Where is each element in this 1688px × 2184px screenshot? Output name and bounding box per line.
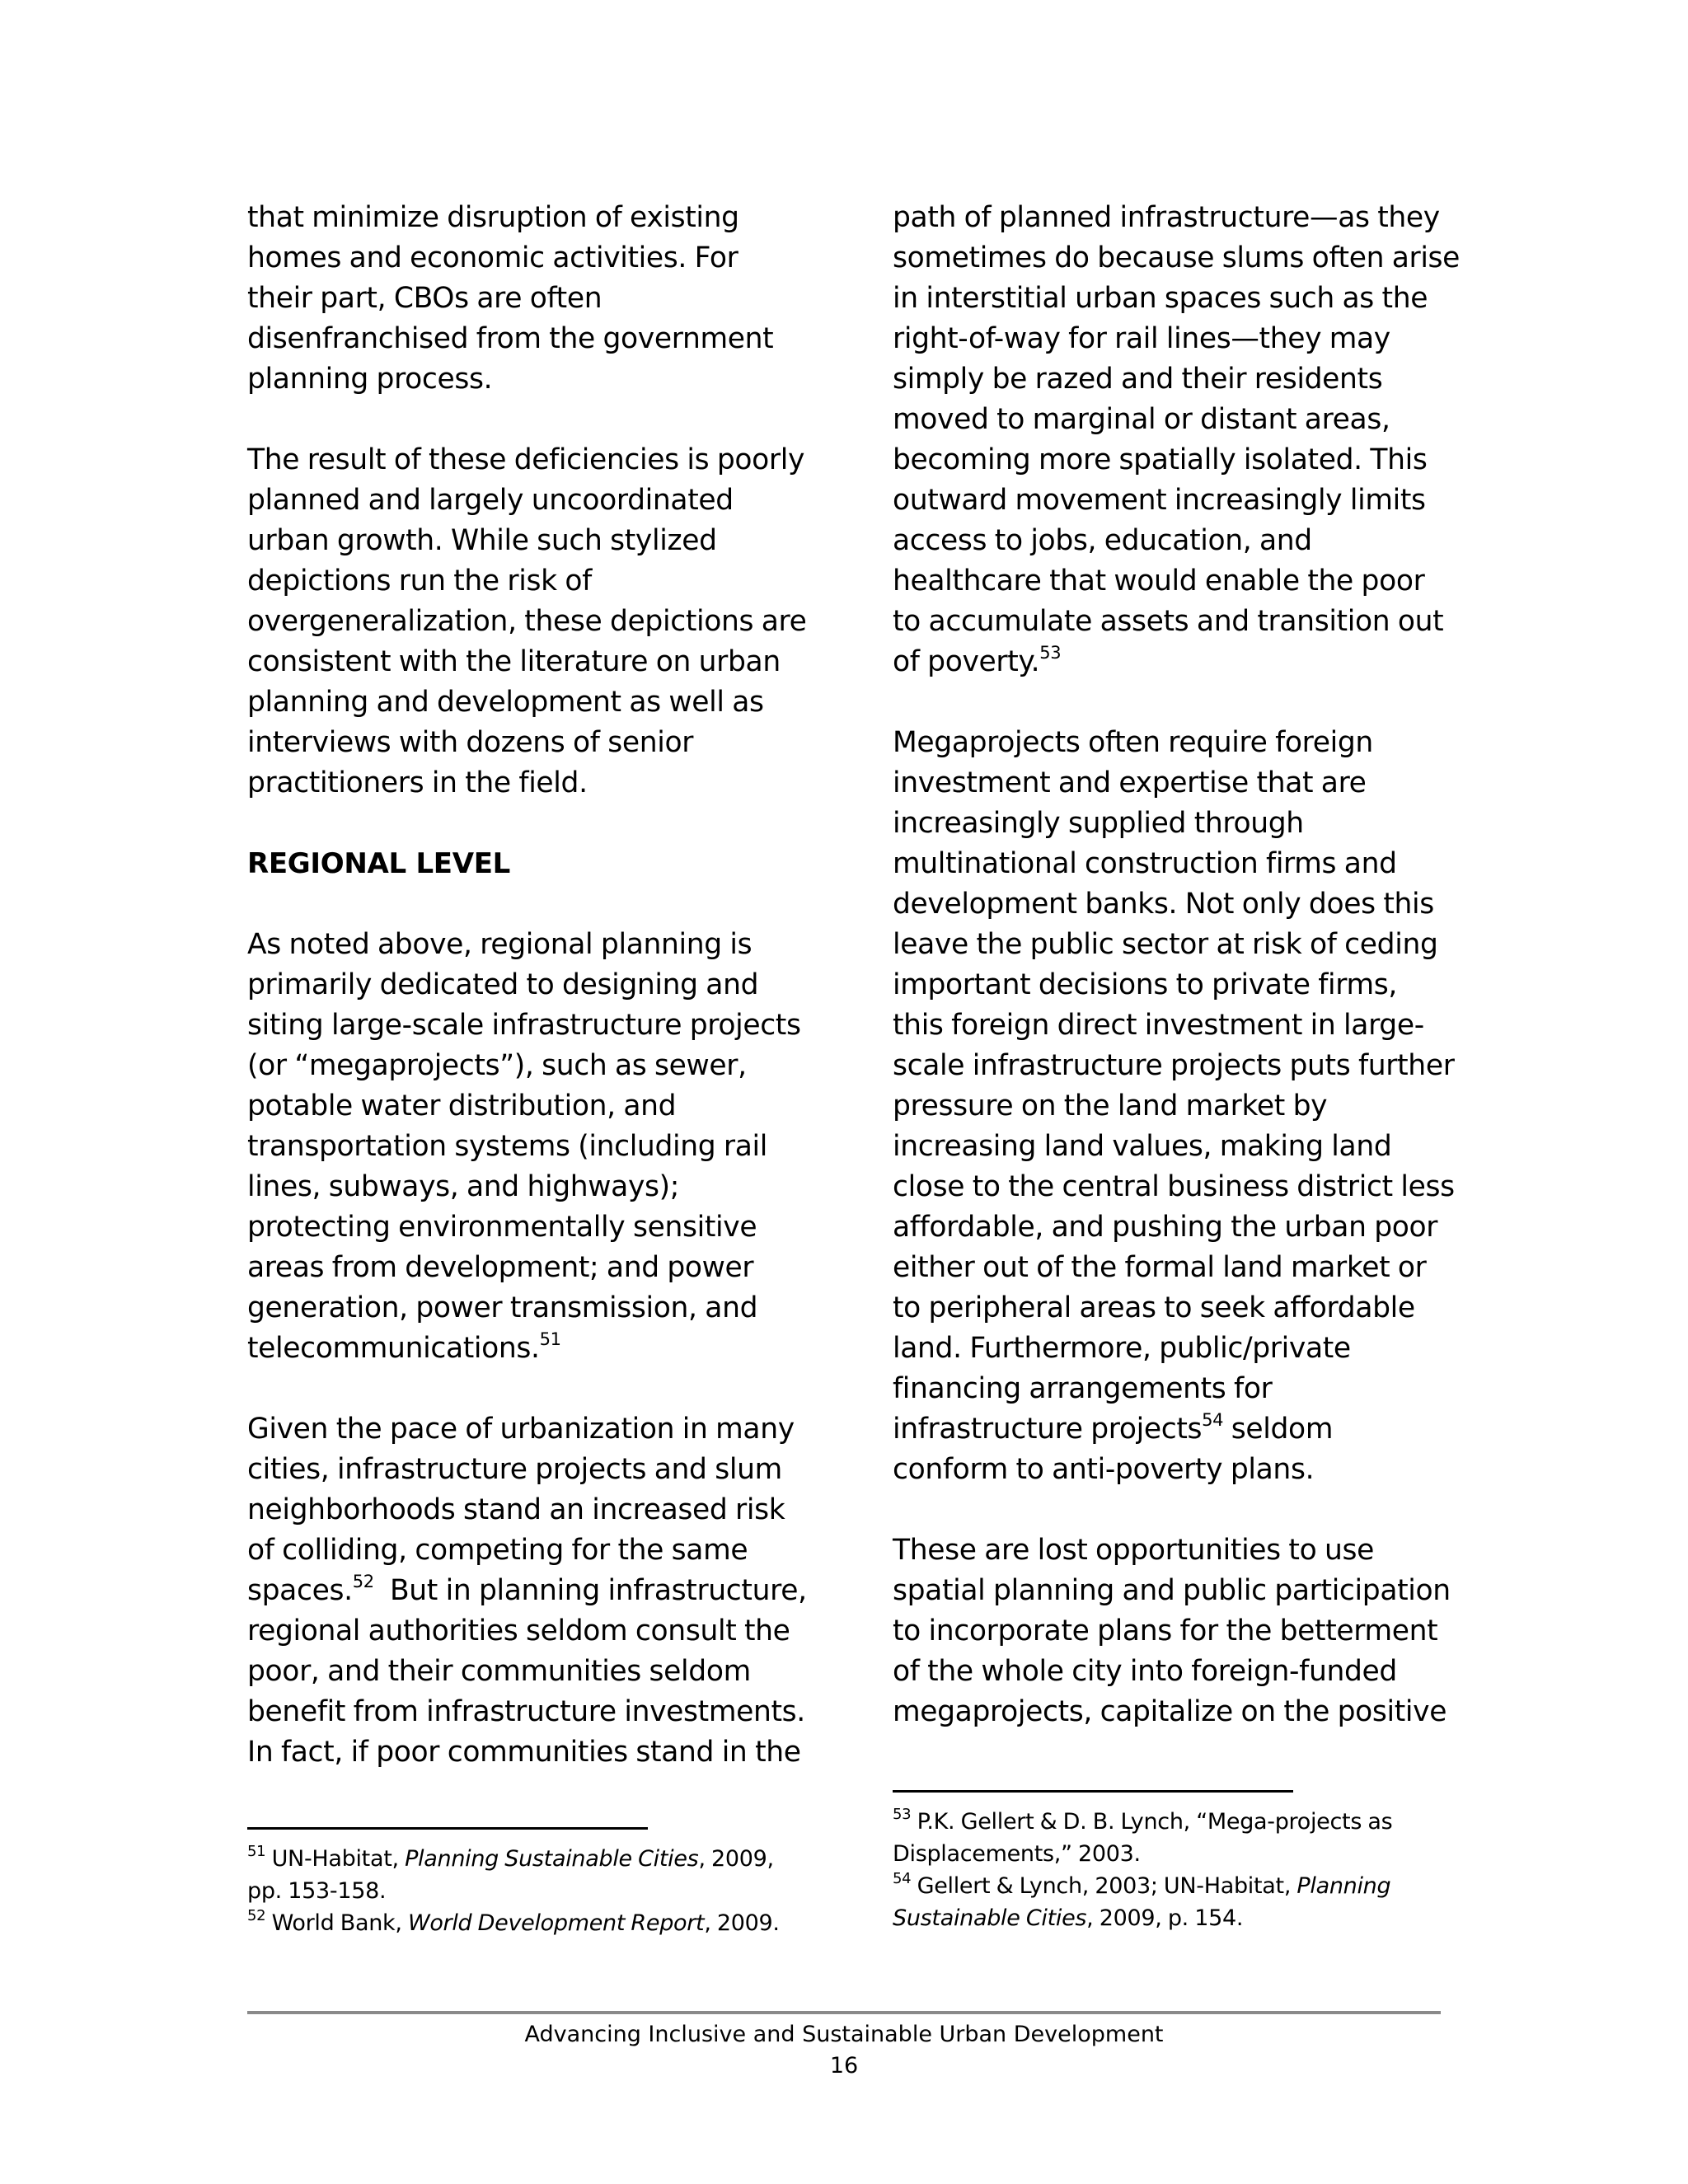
footer-divider	[247, 2011, 1441, 2014]
footnote-51-continued: pp. 153-158.	[247, 1878, 387, 1904]
text-line: multinational construction firms and	[893, 847, 1397, 880]
paragraph-deficiencies	[247, 440, 824, 804]
footnote-53-continued: Displacements,” 2003.	[893, 1841, 1141, 1867]
text-line: potable water distribution, and	[247, 1090, 677, 1122]
text-line: benefit from infrastructure investments.	[247, 1695, 805, 1728]
text-run: World Bank,	[265, 1910, 408, 1936]
text-run: spaces.	[247, 1574, 353, 1607]
text-line: siting large-scale infrastructure projects	[247, 1009, 801, 1042]
text-line: leave the public sector at risk of ceding	[893, 928, 1438, 961]
footnote-number: 51	[247, 1843, 266, 1860]
text-line: homes and economic activities. For	[247, 241, 738, 274]
text-line	[893, 642, 1461, 682]
text-line: The result of these deficiencies is poorly	[247, 443, 805, 476]
text-line: moved to marginal or distant areas,	[893, 403, 1390, 436]
text-run: seldom	[1223, 1413, 1334, 1446]
text-line: transportation systems (including rail	[247, 1130, 768, 1163]
text-line: lines, subways, and highways);	[247, 1170, 680, 1203]
text-line: simply be razed and their residents	[893, 363, 1383, 396]
text-line: disenfranchised from the government	[247, 322, 774, 355]
text-line: financing arrangements for	[893, 1372, 1273, 1405]
footnote-ref-52[interactable]: 52	[352, 1571, 374, 1591]
text-line: either out of the formal land market or	[893, 1251, 1427, 1284]
footnote-number: 54	[893, 1870, 912, 1887]
footnote-ref-54[interactable]: 54	[1202, 1409, 1224, 1430]
paragraph-megaprojects	[893, 723, 1461, 1490]
text-line: pressure on the land market by	[893, 1090, 1328, 1122]
citation-title: Planning Sustainable Cities	[405, 1846, 699, 1872]
text-line: urban growth. While such stylized	[247, 524, 717, 557]
text-line: As noted above, regional planning is	[247, 928, 753, 961]
footnote-ref-51[interactable]: 51	[539, 1329, 561, 1349]
text-line: Given the pace of urbanization in many	[247, 1413, 795, 1446]
text-line: In fact, if poor communities stand in the	[247, 1736, 801, 1769]
text-line: regional authorities seldom consult the	[247, 1615, 790, 1647]
text-run: , 2009.	[704, 1910, 780, 1936]
text-line: practitioners in the field.	[247, 766, 588, 799]
text-line: scale infrastructure projects puts further	[893, 1049, 1455, 1082]
text-line: megaprojects, capitalize on the positive	[893, 1695, 1447, 1728]
text-line: planning and development as well as	[247, 686, 764, 719]
footnote-number: 53	[893, 1806, 912, 1823]
text-line: spatial planning and public participation	[893, 1574, 1451, 1607]
footnote-51	[247, 1843, 824, 1875]
text-line: this foreign direct investment in large-	[893, 1009, 1424, 1042]
footer-document-title: Advancing Inclusive and Sustainable Urban Development	[524, 2022, 1164, 2047]
text-line	[247, 1571, 824, 1611]
footnote-separator-right	[893, 1790, 1293, 1793]
text-line: depictions run the risk of	[247, 565, 592, 598]
footnote-number: 52	[247, 1907, 266, 1924]
text-line: healthcare that would enable the poor	[893, 565, 1425, 598]
text-run: P.K. Gellert & D. B. Lynch, “Mega-projects as	[911, 1809, 1393, 1835]
paragraph-regional-planning	[247, 925, 824, 1369]
right-column	[893, 198, 1461, 1732]
paragraph-lost-opportunities	[893, 1530, 1461, 1732]
text-line: investment and expertise that are	[893, 766, 1367, 799]
footnotes-left	[247, 1843, 824, 1939]
text-line: poor, and their communities seldom	[247, 1655, 751, 1688]
text-line: affordable, and pushing the urban poor	[893, 1211, 1438, 1244]
text-line: important decisions to private firms,	[893, 968, 1398, 1001]
text-line: primarily dedicated to designing and	[247, 968, 759, 1001]
text-line: becoming more spatially isolated. This	[893, 443, 1428, 476]
text-run: But in planning infrastructure,	[373, 1574, 807, 1607]
footnote-54	[893, 1870, 1461, 1902]
footnote-52	[247, 1907, 824, 1939]
paragraph-urbanization	[247, 1409, 824, 1773]
text-line: overgeneralization, these depictions are	[247, 605, 807, 638]
text-line: to incorporate plans for the betterment	[893, 1615, 1438, 1647]
text-line: access to jobs, education, and	[893, 524, 1312, 557]
text-line: interviews with dozens of senior	[247, 726, 694, 759]
footnote-54-continued	[893, 1902, 1461, 1934]
text-run: UN-Habitat,	[265, 1846, 406, 1872]
text-line: generation, power transmission, and	[247, 1291, 758, 1324]
text-line: planning process.	[247, 363, 493, 396]
text-run: Gellert & Lynch, 2003; UN-Habitat,	[911, 1873, 1297, 1899]
page-number: 16	[829, 2053, 859, 2079]
text-run: , 2009,	[698, 1846, 774, 1872]
text-line: development banks. Not only does this	[893, 888, 1434, 921]
text-line: (or “megaprojects”), such as sewer,	[247, 1049, 747, 1082]
text-line: to accumulate assets and transition out	[893, 605, 1444, 638]
text-run: telecommunications.	[247, 1332, 540, 1365]
left-column	[247, 198, 824, 1773]
text-line: close to the central business district less	[893, 1170, 1455, 1203]
text-line: increasingly supplied through	[893, 807, 1304, 840]
text-line: outward movement increasingly limits	[893, 484, 1426, 517]
text-line: their part, CBOs are often	[247, 282, 603, 315]
text-line: planned and largely uncoordinated	[247, 484, 734, 517]
text-line	[893, 1409, 1461, 1450]
text-line: sometimes do because slums often arise	[893, 241, 1461, 274]
text-line: right-of-way for rail lines—they may	[893, 322, 1390, 355]
text-line: Megaprojects often require foreign	[893, 726, 1373, 759]
text-line: in interstitial urban spaces such as the	[893, 282, 1428, 315]
footnote-ref-53[interactable]: 53	[1039, 642, 1062, 663]
text-line: conform to anti-poverty plans.	[893, 1453, 1315, 1486]
text-line: of colliding, competing for the same	[247, 1534, 748, 1567]
text-line: to peripheral areas to seek affordable	[893, 1291, 1415, 1324]
text-line: protecting environmentally sensitive	[247, 1211, 757, 1244]
text-run: , 2009, p. 154.	[1086, 1905, 1244, 1931]
text-line: that minimize disruption of existing	[247, 201, 739, 234]
text-line: increasing land values, making land	[893, 1130, 1392, 1163]
text-line: These are lost opportunities to use	[893, 1534, 1374, 1567]
text-line	[247, 1329, 824, 1369]
text-line: areas from development; and power	[247, 1251, 754, 1284]
text-line: path of planned infrastructure—as they	[893, 201, 1440, 234]
text-line: consistent with the literature on urban	[247, 645, 781, 678]
text-line: of the whole city into foreign-funded	[893, 1655, 1397, 1688]
section-heading: REGIONAL LEVEL	[247, 847, 511, 880]
citation-title: World Development Report	[407, 1910, 705, 1936]
text-line: land. Furthermore, public/private	[893, 1332, 1351, 1365]
text-line: neighborhoods stand an increased risk	[247, 1493, 785, 1526]
footnote-53	[893, 1806, 1461, 1838]
text-run: infrastructure projects	[893, 1413, 1203, 1446]
footnote-separator-left	[247, 1827, 648, 1830]
text-line: cities, infrastructure projects and slum	[247, 1453, 782, 1486]
citation-title: Sustainable Cities	[893, 1905, 1087, 1931]
text-run: of poverty.	[893, 645, 1040, 678]
footnotes-right	[893, 1806, 1461, 1934]
citation-title: Planning	[1296, 1873, 1391, 1899]
paragraph-cbo	[247, 198, 824, 400]
paragraph-displacement	[893, 198, 1461, 682]
